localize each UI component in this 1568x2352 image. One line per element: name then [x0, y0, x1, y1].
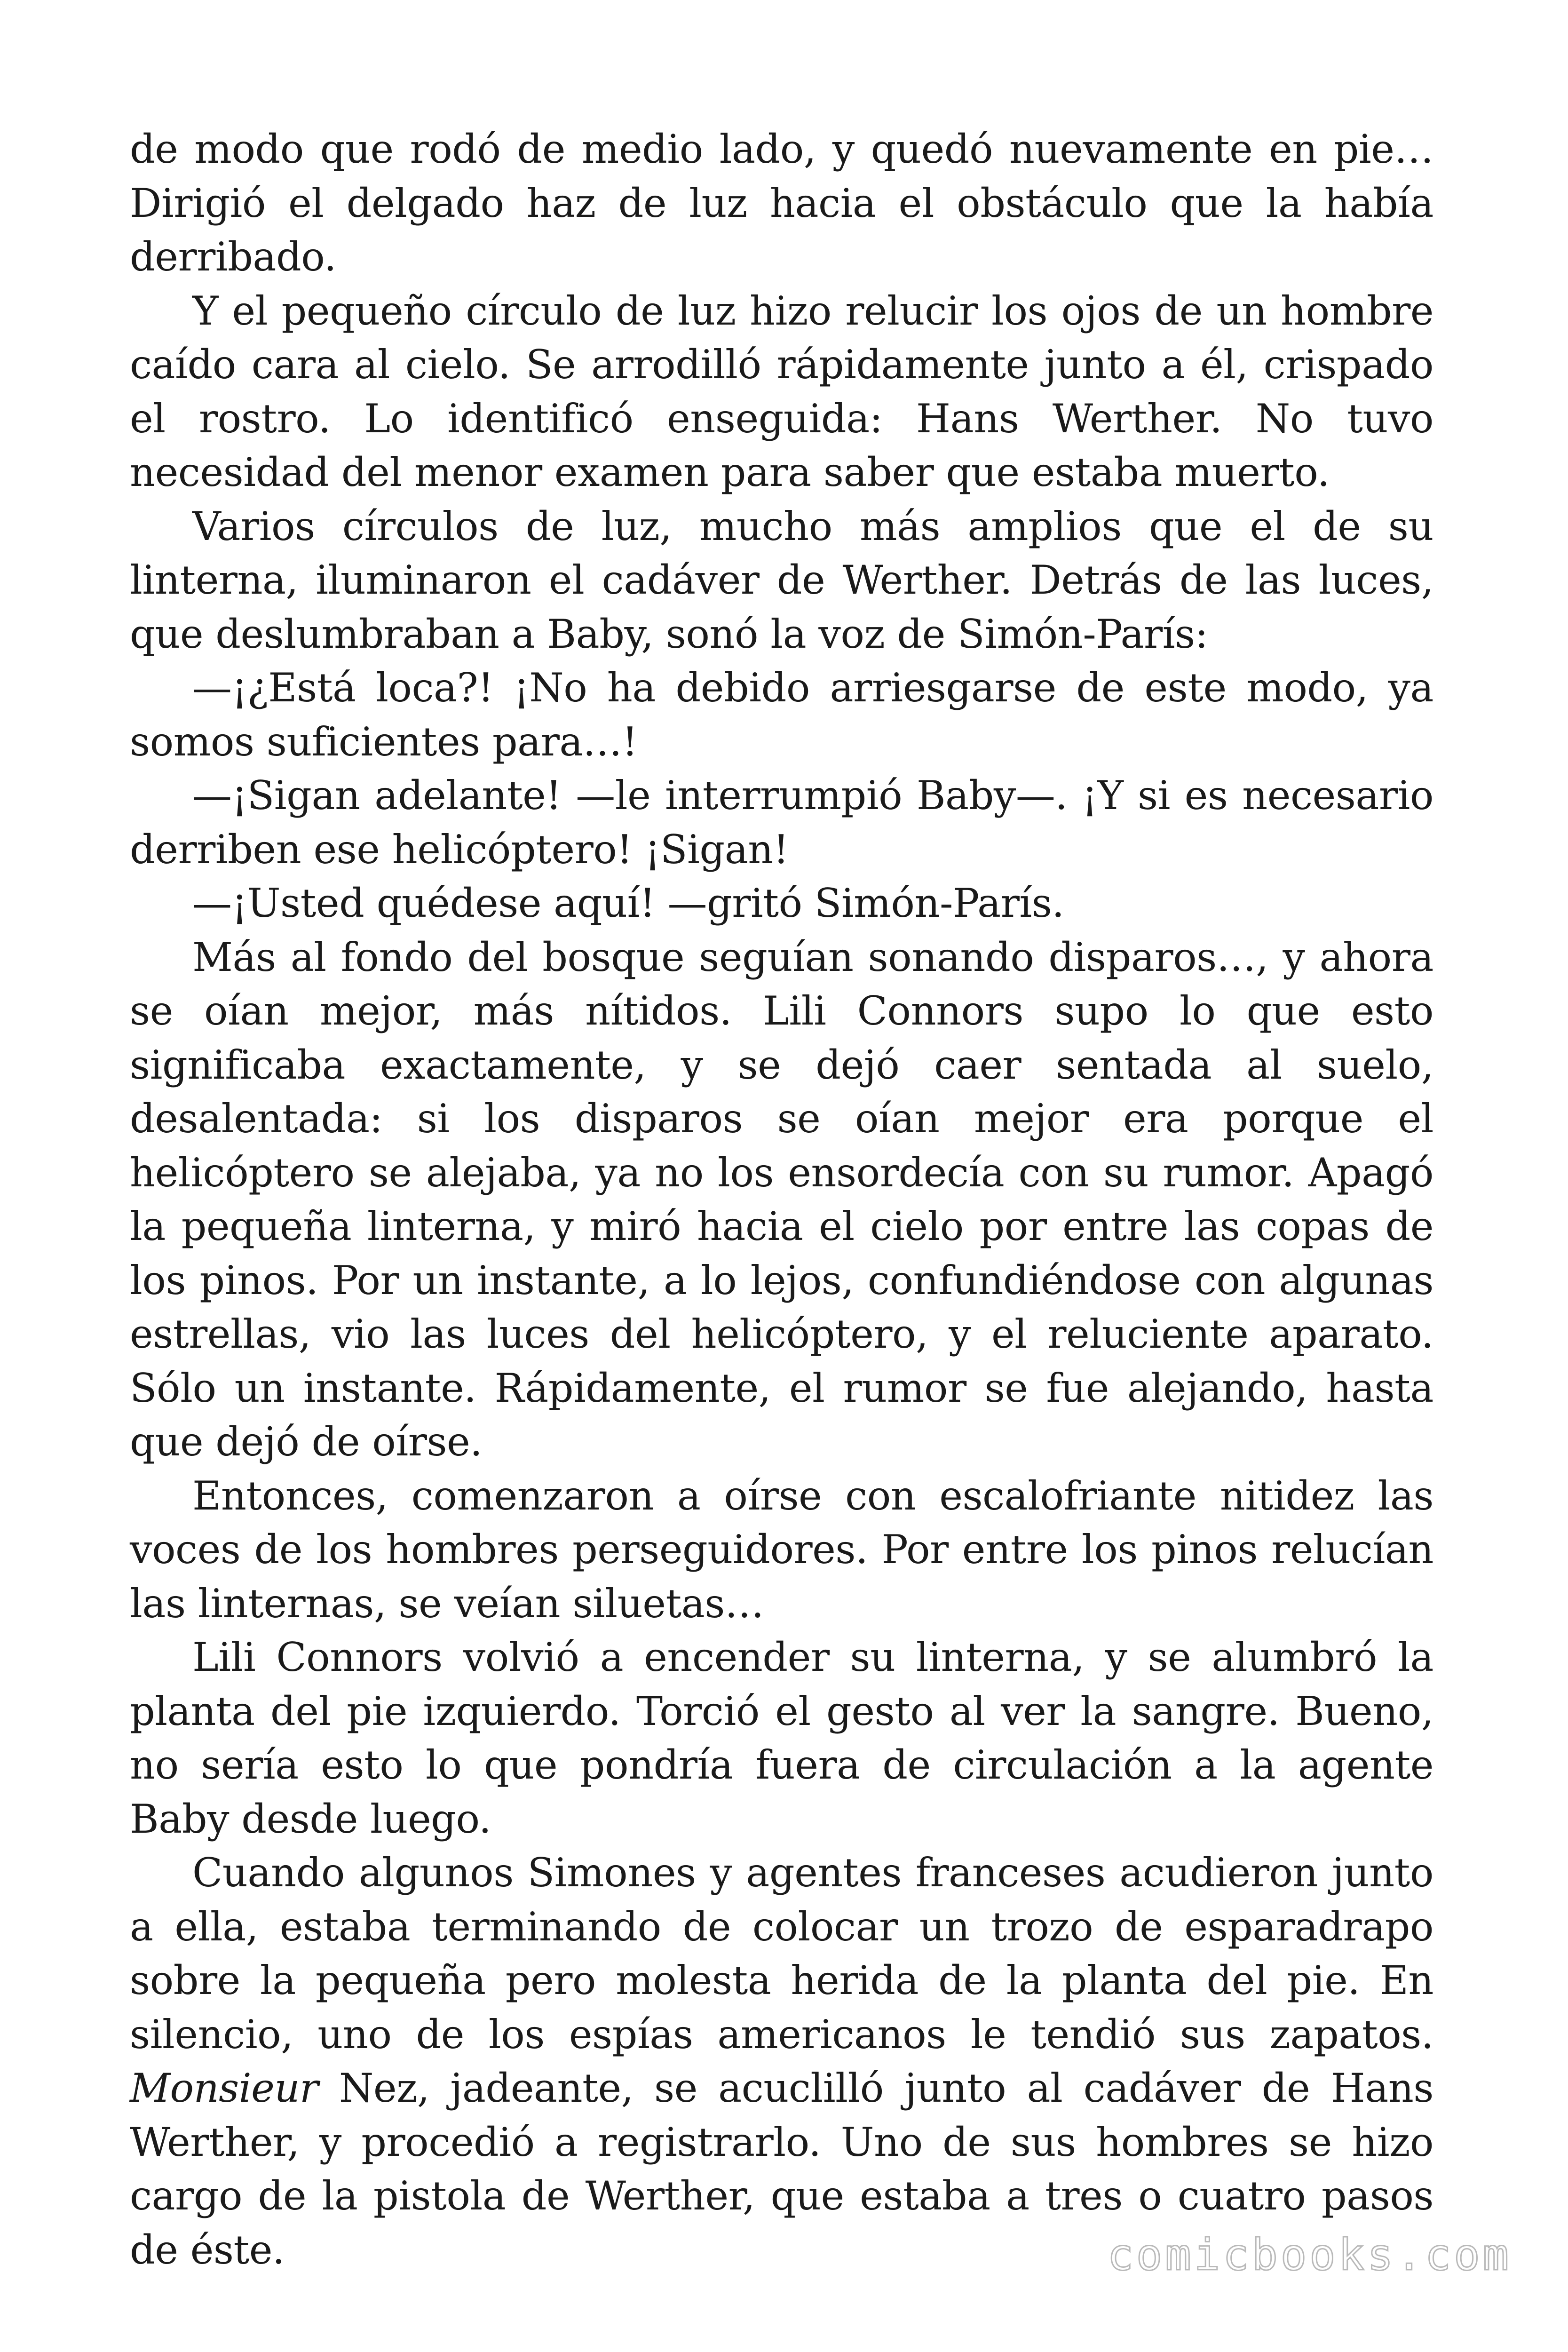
paragraph	[130, 284, 1433, 500]
paragraph	[130, 876, 1433, 930]
text-span: de modo que rodó de medio lado, y quedó nuevamente en pie… Dirigió el delgado haz de luz hacia el obstáculo que la había derribado.	[130, 126, 1433, 280]
text-span: Más al fondo del bosque seguían sonando disparos…, y ahora se oían mejor, más nítidos. Lili Connors supo lo que esto significaba exactamente, y se dejó caer sentada al suelo, desalentada: si los disparos se oían mejor era porque el helicóptero se alejaba, ya no los ensordecía con su rumor. Apagó la pequeña linterna, y miró hacia el cielo por entre las copas de los pinos. Por un instante, a lo lejos, confundiéndose con algunas estrellas, vio las luces del helicóptero, y el reluciente aparato. Sólo un instante. Rápidamente, el rumor se fue alejando, hasta que dejó de oírse.	[130, 934, 1433, 1465]
paragraph	[130, 1469, 1433, 1631]
italic-text: Monsieur	[130, 2065, 318, 2111]
body-text	[130, 122, 1433, 2277]
text-span: —¡¿Está loca?! ¡No ha debido arriesgarse de este modo, ya somos suficientes para…!	[130, 665, 1433, 765]
paragraph	[130, 1846, 1433, 2277]
text-span: —¡Sigan adelante! —le interrumpió Baby—. ¡Y si es necesario derriben ese helicóptero! ¡Sigan!	[130, 772, 1433, 873]
text-span: Cuando algunos Simones y agentes franceses acudieron junto a ella, estaba terminando de colocar un trozo de esparadrapo sobre la pequeña pero molesta herida de la planta del pie. En silencio, uno de los espías americanos le tendió sus zapatos.	[130, 1850, 1433, 2058]
paragraph	[130, 1630, 1433, 1846]
watermark-text: comicbooks.com	[1107, 2230, 1512, 2280]
paragraph	[130, 930, 1433, 1469]
text-span: Varios círculos de luz, mucho más amplios que el de su linterna, iluminaron el cadáver de Werther. Detrás de las luces, que deslumbraban a Baby, sonó la voz de Simón-París:	[130, 503, 1433, 657]
text-span: Lili Connors volvió a encender su linterna, y se alumbró la planta del pie izquierdo. Torció el gesto al ver la sangre. Bueno, no sería esto lo que pondría fuera de circulación a la agente Baby desde luego.	[130, 1634, 1433, 1842]
text-span: Entonces, comenzaron a oírse con escalofriante nitidez las voces de los hombres perseguidores. Por entre los pinos relucían las linternas, se veían siluetas…	[130, 1472, 1433, 1627]
paragraph	[130, 500, 1433, 661]
paragraph	[130, 661, 1433, 769]
text-span: Y el pequeño círculo de luz hizo relucir los ojos de un hombre caído cara al cielo. Se arrodilló rápidamente junto a él, crispado el rostro. Lo identificó enseguida: Hans Werther. No tuvo necesidad del menor examen para saber que estaba muerto.	[130, 287, 1433, 495]
text-span: Nez, jadeante, se acuclilló junto al cadáver de Hans Werther, y procedió a registrarlo. Uno de sus hombres se hizo cargo de la pistola de Werther, que estaba a tres o cuatro pasos de éste.	[130, 2065, 1433, 2273]
paragraph	[130, 769, 1433, 876]
paragraph	[130, 122, 1433, 284]
text-span: —¡Usted quédese aquí! —gritó Simón-París.	[192, 880, 1064, 926]
